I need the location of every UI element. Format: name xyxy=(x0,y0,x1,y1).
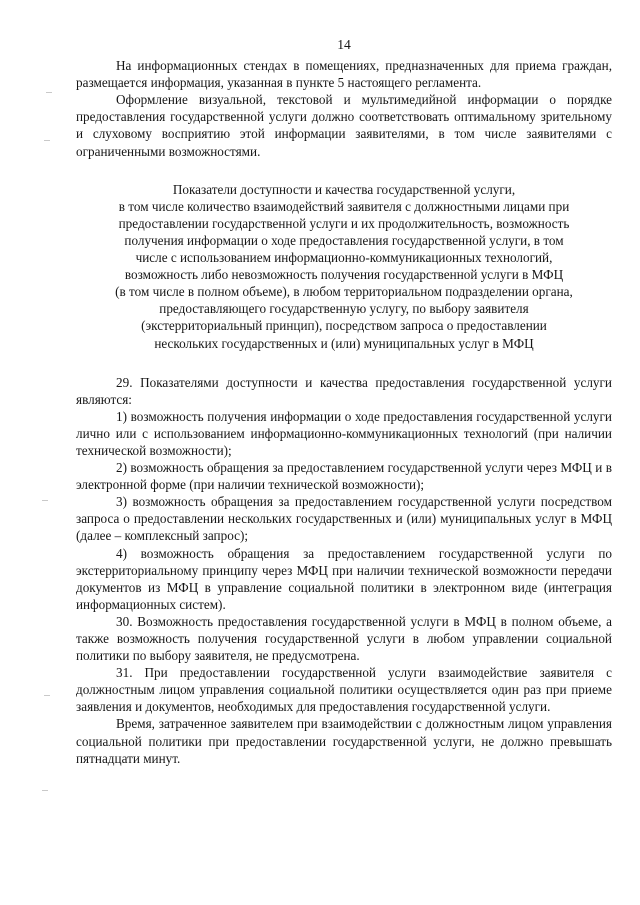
intro-paragraph-design: Оформление визуальной, текстовой и мультимедийной информации о порядке предоставления государственной услуги должно соответствовать оптимальному зрительному и слуховому восприятию этой информации заявителями, в том числе заявителями с ограниченными возможностями. xyxy=(76,92,612,159)
heading-line: (экстерриториальный принцип), посредством запроса о предоставлении xyxy=(141,318,547,334)
heading-line: (в том числе в полном объеме), в любом территориальном подразделении органа, xyxy=(115,284,573,300)
clause-31: 31. При предоставлении государственной услуги взаимодействие заявителя с должностным лицом управления социальной политики осуществляется один раз при приеме заявления и документов, необходимых для предоставления государственной услуги. xyxy=(76,665,612,715)
clause-29-item-2: 2) возможность обращения за предоставлением государственной услуги через МФЦ и в электронной форме (при наличии технической возможности); xyxy=(76,460,612,493)
clause-30: 30. Возможность предоставления государственной услуги в МФЦ в полном объеме, а также возможность получения государственной услуги в любом управлении социальной политики по выбору заявителя, не предусмотрена. xyxy=(76,613,612,664)
intro-paragraph-stands: На информационных стендах в помещениях, предназначенных для приема граждан, размещается информация, указанная в пункте 5 настоящего регламента. xyxy=(76,58,612,91)
page-number: 14 xyxy=(337,37,351,52)
clause-29-item-3: 3) возможность обращения за предоставлением государственной услуги посредством запроса о предоставлении нескольких государственных и (или) муниципальных услуг в МФЦ (далее – комплексный запрос); xyxy=(76,494,612,544)
scan-speck xyxy=(44,695,50,696)
heading-line: нескольких государственных и (или) муниципальных услуг в МФЦ xyxy=(154,335,534,351)
clause-29-item-1: 1) возможность получения информации о ходе предоставления государственной услуги лично или с использованием информационно-коммуникационных технологий (при наличии технической возможности); xyxy=(76,408,612,458)
scan-speck xyxy=(42,500,48,501)
scan-speck xyxy=(42,790,48,791)
clause-29-item-4: 4) возможность обращения за предоставлением государственной услуги по экстерриториальному принципу через МФЦ при наличии технической возможности передачи документов из МФЦ в управление социальной политики в электронном виде (интеграция информационных систем). xyxy=(76,545,612,612)
document-page xyxy=(76,36,612,767)
scan-speck xyxy=(44,140,50,141)
heading-line: возможность либо невозможность получения государственной услуги в МФЦ xyxy=(124,267,564,283)
section-heading xyxy=(76,181,612,352)
clause-29-lead: 29. Показателями доступности и качества предоставления государственной услуги являются: xyxy=(76,374,612,407)
heading-line: в том числе количество взаимодействий заявителя с должностными лицами при xyxy=(118,198,570,214)
heading-line: предоставляющего государственную услугу, по выбору заявителя xyxy=(159,301,529,317)
heading-line: предоставлении государственной услуги и их продолжительность, возможность xyxy=(118,215,570,231)
heading-line: Показатели доступности и качества государственной услуги, xyxy=(172,181,516,197)
scan-speck xyxy=(46,92,52,93)
heading-line: числе с использованием информационно-коммуникационных технологий, xyxy=(135,250,553,266)
closing-paragraph: Время, затраченное заявителем при взаимодействии с должностным лицом управления социальной политики при предоставлении государственной услуги, не должно превышать пятнадцати минут. xyxy=(76,716,612,766)
heading-line: получения информации о ходе предоставления государственной услуги, в том xyxy=(124,232,564,248)
